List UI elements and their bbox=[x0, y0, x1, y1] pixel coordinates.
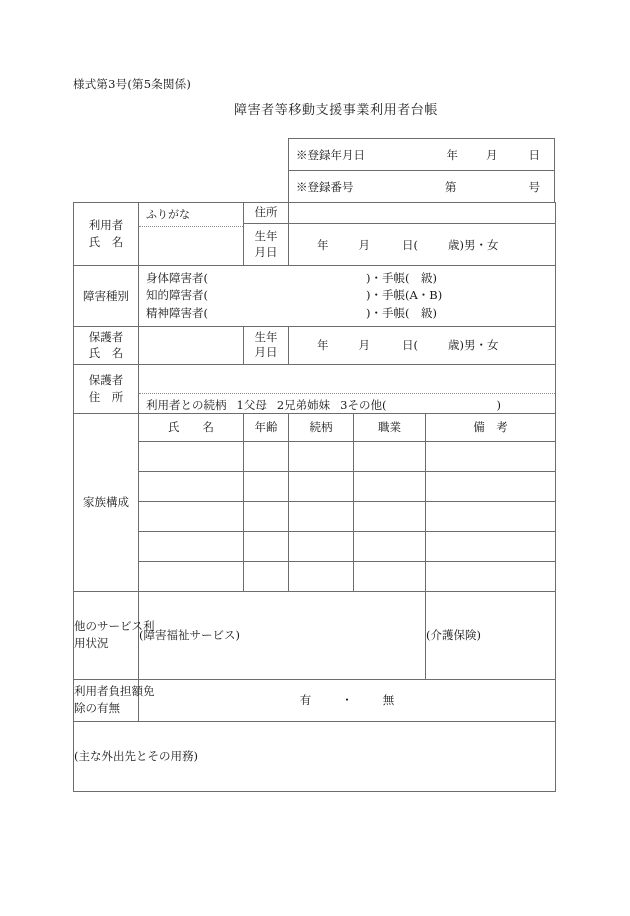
disability-intellectual-book: )・手帳(A・B) bbox=[366, 288, 443, 303]
exemption-label-line1: 利用者負担額免 bbox=[74, 684, 155, 698]
user-birth-day: 日( bbox=[402, 237, 418, 252]
exemption-label-line2: 除の有無 bbox=[74, 701, 120, 716]
family-cell-occupation[interactable] bbox=[354, 531, 426, 561]
disability-mental-name: 精神障害者( bbox=[146, 305, 208, 320]
registration-block bbox=[288, 138, 555, 203]
guardian-address-label-line2: 住 所 bbox=[88, 389, 124, 404]
other-services-label bbox=[74, 591, 155, 679]
exemption-separator: ・ bbox=[341, 693, 353, 708]
guardian-birth-month: 月 bbox=[358, 338, 370, 353]
user-address-label: 住所 bbox=[244, 203, 289, 224]
disability-row bbox=[74, 266, 556, 327]
user-address-row bbox=[74, 203, 556, 224]
family-cell-relation[interactable] bbox=[289, 501, 354, 531]
family-cell-occupation[interactable] bbox=[354, 501, 426, 531]
exemption-option-no[interactable]: 無 bbox=[382, 693, 395, 708]
user-birth-age-gender: 歳)男・女 bbox=[448, 237, 499, 252]
exemption-row bbox=[74, 679, 556, 721]
family-cell-name[interactable] bbox=[139, 501, 244, 531]
guardian-birth-label-line1: 生年 bbox=[254, 329, 278, 344]
user-address-input[interactable] bbox=[289, 203, 556, 224]
guardian-birth-fields bbox=[289, 337, 555, 353]
guardian-relation-row[interactable] bbox=[139, 394, 555, 413]
user-name-input[interactable] bbox=[139, 227, 243, 265]
exemption-option-yes[interactable]: 有 bbox=[299, 693, 312, 708]
family-cell-name[interactable] bbox=[139, 441, 244, 471]
guardian-address-inner bbox=[139, 365, 555, 413]
registration-number-suffix: 号 bbox=[528, 179, 540, 194]
family-cell-remarks[interactable] bbox=[426, 561, 556, 591]
welfare-service-cell[interactable] bbox=[139, 591, 426, 679]
registration-number-prefix: 第 bbox=[445, 179, 457, 194]
guardian-birth-label-line2: 月日 bbox=[254, 345, 278, 360]
guardian-birth-label bbox=[244, 326, 289, 364]
guardian-name-input[interactable] bbox=[139, 326, 244, 364]
ledger-table bbox=[73, 202, 556, 792]
user-birth-label-line2: 月日 bbox=[254, 244, 278, 259]
family-cell-relation[interactable] bbox=[289, 441, 354, 471]
family-cell-remarks[interactable] bbox=[426, 501, 556, 531]
table-row bbox=[74, 501, 556, 531]
disability-intellectual-name: 知的障害者( bbox=[146, 288, 208, 303]
disability-row-physical[interactable] bbox=[146, 270, 555, 287]
family-label: 家族構成 bbox=[74, 413, 139, 591]
table-row bbox=[74, 471, 556, 501]
family-cell-name[interactable] bbox=[139, 471, 244, 501]
registration-date-label: ※登録年月日 bbox=[296, 147, 365, 162]
family-cell-remarks[interactable] bbox=[426, 441, 556, 471]
family-column-age: 年齢 bbox=[244, 413, 289, 441]
guardian-name-label-line1: 保護者 bbox=[88, 329, 124, 344]
user-name-label bbox=[74, 203, 139, 266]
table-row bbox=[74, 441, 556, 471]
family-cell-relation[interactable] bbox=[289, 561, 354, 591]
family-cell-occupation[interactable] bbox=[354, 471, 426, 501]
registration-date-month: 月 bbox=[486, 147, 498, 162]
guardian-relation-label: 利用者との続柄 bbox=[146, 397, 227, 412]
family-cell-remarks[interactable] bbox=[426, 471, 556, 501]
other-services-row bbox=[74, 591, 556, 679]
guardian-name-label bbox=[74, 326, 139, 364]
disability-mental-book: )・手帳( 級) bbox=[366, 305, 437, 320]
page-title: 障害者等移動支援事業利用者台帳 bbox=[233, 103, 438, 118]
table-row bbox=[74, 531, 556, 561]
family-column-remarks: 備 考 bbox=[426, 413, 556, 441]
guardian-birth-year: 年 bbox=[317, 338, 329, 353]
care-insurance-cell[interactable] bbox=[426, 591, 556, 679]
guardian-address-cell[interactable] bbox=[139, 364, 556, 413]
guardian-birth-age-gender: 歳)男・女 bbox=[448, 338, 499, 353]
outing-row bbox=[74, 721, 556, 791]
guardian-relation-close-paren: ) bbox=[496, 397, 501, 412]
guardian-name-label-line2: 氏 名 bbox=[88, 346, 124, 361]
other-services-label-line1: 他のサービス利 bbox=[74, 619, 155, 633]
family-cell-remarks[interactable] bbox=[426, 531, 556, 561]
family-cell-relation[interactable] bbox=[289, 471, 354, 501]
guardian-address-row bbox=[74, 364, 556, 413]
user-furigana-label: ふりがな bbox=[139, 203, 243, 227]
user-birth-label bbox=[244, 224, 289, 266]
guardian-relation-option-sibling[interactable]: 2兄弟姉妹 bbox=[276, 397, 331, 412]
registration-date-fields[interactable] bbox=[365, 147, 554, 163]
user-birth-month: 月 bbox=[358, 237, 370, 252]
family-column-occupation: 職業 bbox=[354, 413, 426, 441]
disability-physical-name: 身体障害者( bbox=[146, 271, 208, 285]
user-birth-input[interactable] bbox=[289, 224, 556, 266]
guardian-relation-option-parent[interactable]: 1父母 bbox=[236, 397, 267, 412]
user-birth-fields bbox=[289, 237, 555, 253]
family-cell-occupation[interactable] bbox=[354, 561, 426, 591]
family-cell-age[interactable] bbox=[244, 501, 289, 531]
family-cell-name[interactable] bbox=[139, 531, 244, 561]
outing-label: (主な外出先とその用務) bbox=[74, 749, 198, 764]
user-name-label-line2: 氏 名 bbox=[88, 235, 124, 249]
table-row bbox=[74, 561, 556, 591]
family-cell-name[interactable] bbox=[139, 561, 244, 591]
user-name-label-line1: 利用者 bbox=[88, 218, 124, 233]
registration-date-row bbox=[289, 139, 554, 171]
family-column-relation: 続柄 bbox=[289, 413, 354, 441]
family-cell-age[interactable] bbox=[244, 561, 289, 591]
family-cell-age[interactable] bbox=[244, 471, 289, 501]
user-birth-year: 年 bbox=[317, 237, 329, 252]
guardian-address-input[interactable] bbox=[139, 365, 555, 394]
disability-cell[interactable] bbox=[139, 266, 556, 327]
family-cell-occupation[interactable] bbox=[354, 441, 426, 471]
registration-date-day: 日 bbox=[528, 147, 540, 162]
welfare-service-label: (障害福祉サービス) bbox=[139, 628, 240, 643]
guardian-address-label bbox=[74, 364, 139, 413]
outing-cell[interactable] bbox=[74, 721, 556, 791]
family-cell-relation[interactable] bbox=[289, 531, 354, 561]
user-name-inner bbox=[139, 203, 243, 265]
registration-date-year: 年 bbox=[446, 147, 458, 162]
registration-number-label: ※登録番号 bbox=[296, 179, 354, 194]
disability-physical-book: )・手帳( 級) bbox=[366, 271, 437, 285]
registration-number-row bbox=[289, 171, 554, 203]
family-header-row bbox=[74, 413, 556, 441]
guardian-address-label-line1: 保護者 bbox=[88, 373, 124, 388]
guardian-relation-option-other[interactable]: 3その他( bbox=[340, 397, 387, 412]
family-cell-age[interactable] bbox=[244, 441, 289, 471]
guardian-name-row bbox=[74, 326, 556, 364]
registration-number-fields[interactable] bbox=[354, 179, 555, 195]
disability-label: 障害種別 bbox=[74, 266, 139, 327]
exemption-label bbox=[74, 679, 155, 721]
guardian-birth-input[interactable] bbox=[289, 326, 556, 364]
form-code: 様式第3号(第5条関係) bbox=[73, 77, 192, 91]
care-insurance-label: (介護保険) bbox=[426, 628, 481, 643]
family-cell-age[interactable] bbox=[244, 531, 289, 561]
guardian-birth-day: 日( bbox=[402, 338, 418, 353]
user-name-cell[interactable] bbox=[139, 203, 244, 266]
family-column-name: 氏 名 bbox=[139, 413, 244, 441]
disability-row-mental[interactable] bbox=[146, 305, 555, 322]
disability-row-intellectual[interactable] bbox=[146, 287, 555, 304]
exemption-options[interactable] bbox=[139, 679, 556, 721]
user-birth-label-line1: 生年 bbox=[254, 229, 278, 244]
disability-list bbox=[139, 266, 555, 326]
other-services-label-line2: 用状況 bbox=[74, 636, 109, 651]
